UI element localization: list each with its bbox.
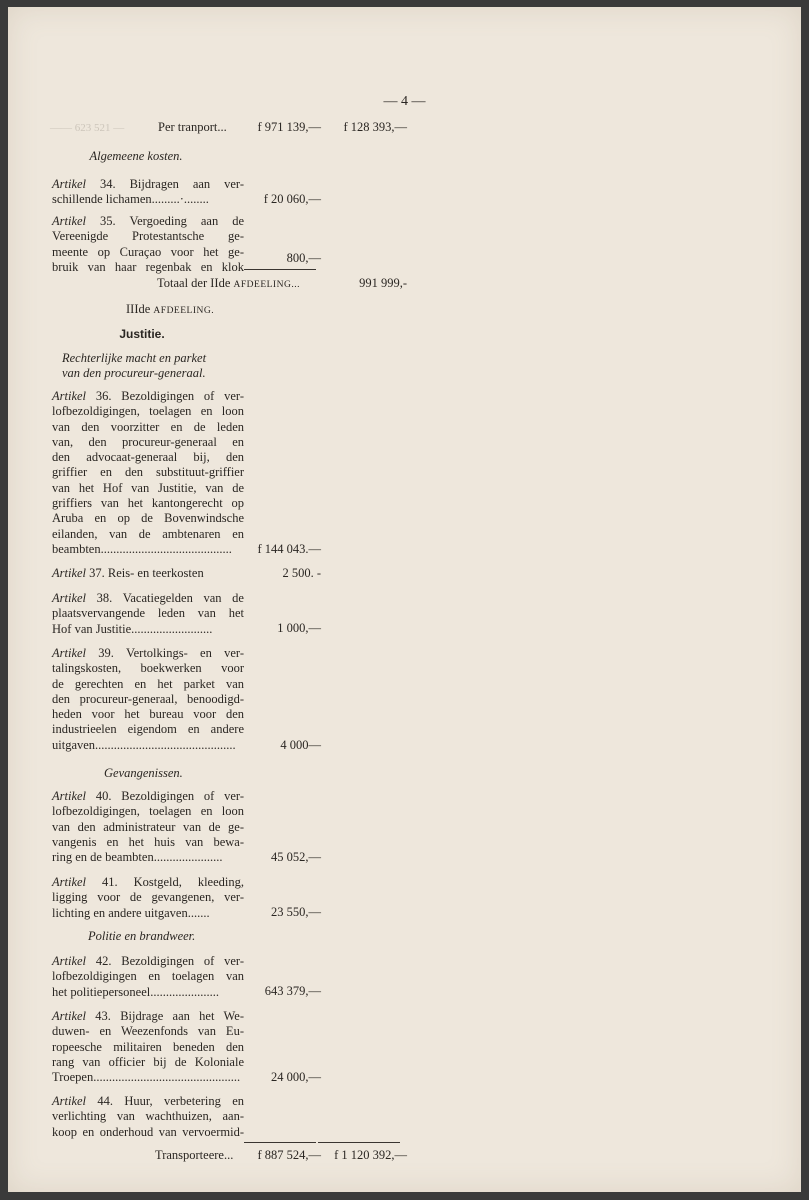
artikel-text: 42. Bezoldigingen of ver-	[95, 954, 245, 968]
totaal-label	[157, 276, 300, 293]
artikel-label: Artikel	[52, 214, 87, 228]
artikel-text: 43. Bijdrage aan het We-	[95, 1009, 244, 1023]
artikel-38-amount: 1 000,—	[277, 621, 321, 635]
transporteere-amount-2: f 1 120 392,—	[334, 1148, 407, 1162]
artikel-text: bruik van haar regenbak en klok	[52, 259, 244, 274]
artikel-text: 34. Bijdragen aan ver-	[99, 177, 245, 191]
artikel-text: uitgaven.............................................	[52, 737, 236, 752]
artikel-text: ligging voor de gevangenen, ver-	[52, 890, 244, 905]
artikel-text: 36. Bezoldigingen of ver-	[95, 389, 245, 403]
artikel-text: vangenis en het huis van bewa-	[52, 834, 244, 849]
artikel-text: koop en onderhoud van vervoermid-	[52, 1124, 244, 1139]
artikel-text: Troepen...............................................	[52, 1070, 241, 1085]
artikel-text: plaatsvervangende leden van het	[52, 606, 244, 621]
artikel-34-amount: f 20 060,—	[263, 192, 321, 206]
artikel-36-amount: f 144 043.—	[257, 542, 321, 556]
afdeeling-3-text: IIIde	[126, 302, 151, 316]
transport-rule-2	[318, 1142, 400, 1143]
artikel-39-amount: 4 000—	[280, 738, 321, 752]
artikel-text: ring en de beambten......................	[52, 850, 223, 865]
transport-amount-1: f 971 139,—	[257, 120, 321, 134]
subheading-rechterlijke-macht	[62, 351, 252, 382]
artikel-40-amount: 45 052,—	[271, 850, 321, 864]
artikel-text: rang van officier bij de Koloniale	[52, 1054, 244, 1069]
artikel-text: ropeesche militairen beneden den	[52, 1039, 244, 1054]
section-heading-politie: Politie en brandweer.	[88, 929, 196, 943]
artikel-42-amount: 643 379,—	[264, 984, 321, 998]
artikel-text: van den administrateur van de ge-	[52, 819, 244, 834]
artikel-label: Artikel	[52, 566, 87, 580]
transport-amount-2: f 128 393,—	[343, 120, 407, 134]
artikel-37-amount: 2 500. -	[282, 566, 321, 580]
artikel-text: van het Hof van Justitie, van de	[52, 480, 244, 495]
totaal-afdeeling: AFDEELING...	[233, 280, 300, 290]
artikel-label: Artikel	[52, 954, 87, 968]
artikel-text: 38. Vacatiegelden van de	[96, 591, 244, 605]
artikel-text: verlichting van wachthuizen, aan-	[52, 1109, 244, 1124]
artikel-text: lofbezoldigingen, toelagen en loon	[52, 404, 244, 419]
artikel-label: Artikel	[52, 646, 87, 660]
artikel-text: Aruba en op de Bovenwindsche	[52, 511, 244, 526]
bleed-through-mark: —— 623 521 —	[50, 122, 125, 134]
afdeeling-3-sc: AFDEELING.	[153, 306, 215, 316]
artikel-35-amount: 800,—	[286, 251, 321, 265]
artikel-text: den procureur-generaal, benoodigd-	[52, 691, 244, 706]
artikel-text: van den voorzitter en de leden	[52, 419, 244, 434]
totaal-amount: 991 999,-	[359, 276, 407, 290]
transporteere-label: Transporteere...	[155, 1148, 234, 1162]
artikel-text: lichting en andere uitgaven.......	[52, 905, 210, 920]
artikel-42	[52, 954, 244, 1000]
artikel-text: industrieelen eigendom en andere	[52, 722, 244, 737]
artikel-label: Artikel	[52, 1009, 87, 1023]
artikel-text: griffier en den substituut-griffier	[52, 465, 244, 480]
artikel-text: de gerechten en het parket van	[52, 676, 244, 691]
artikel-43	[52, 1009, 244, 1085]
artikel-text: schillende lichamen.........·........	[52, 192, 209, 207]
artikel-43-amount: 24 000,—	[271, 1070, 321, 1084]
artikel-text: 37. Reis- en teerkosten	[89, 566, 204, 580]
artikel-39	[52, 646, 244, 753]
afdeeling-3-heading	[126, 302, 214, 319]
subtotal-rule	[244, 269, 316, 270]
artikel-label: Artikel	[52, 1094, 87, 1108]
artikel-text: 40. Bezoldigingen of ver-	[95, 789, 245, 803]
artikel-text: 39. Vertolkings- en ver-	[98, 646, 244, 660]
artikel-label: Artikel	[52, 389, 87, 403]
artikel-text: het politiepersoneel......................	[52, 984, 219, 999]
artikel-38	[52, 591, 244, 637]
artikel-text: griffiers van het kantongerecht op	[52, 496, 244, 511]
artikel-text: eilanden, van de ambtenaren en	[52, 526, 244, 541]
artikel-37	[52, 566, 244, 581]
transporteere-amount-1: f 887 524,—	[257, 1148, 321, 1162]
artikel-text: lofbezoldigingen en toelagen van	[52, 969, 244, 984]
subheading-line: Rechterlijke macht en parket	[62, 351, 207, 365]
artikel-44	[52, 1094, 244, 1140]
artikel-36	[52, 389, 244, 557]
artikel-text: van, den procureur-generaal en	[52, 434, 244, 449]
section-heading-algemeene: Algemeene kosten.	[89, 149, 183, 163]
page-number: — 4 —	[383, 94, 426, 109]
artikel-41	[52, 875, 244, 921]
subheading-line: van den procureur-generaal.	[62, 366, 206, 381]
artikel-40	[52, 789, 244, 865]
artikel-text: 41. Kostgeld, kleeding,	[102, 875, 245, 889]
artikel-label: Artikel	[52, 591, 87, 605]
artikel-label: Artikel	[52, 177, 87, 191]
artikel-text: Vereenigde Protestantsche ge-	[52, 229, 244, 244]
artikel-35	[52, 214, 244, 275]
artikel-34	[52, 177, 244, 208]
artikel-text: 35. Vergoeding aan de	[100, 214, 244, 228]
artikel-41-amount: 23 550,—	[271, 905, 321, 919]
transport-rule-1	[244, 1142, 316, 1143]
artikel-text: meente op Curaçao voor het ge-	[52, 244, 244, 259]
artikel-text: talingskosten, boekwerken voor	[52, 661, 244, 676]
totaal-text: Totaal der IIde	[157, 276, 231, 290]
artikel-text: Hof van Justitie..........................	[52, 621, 213, 636]
artikel-label: Artikel	[52, 875, 87, 889]
transport-label: Per tranport...	[158, 120, 227, 134]
artikel-text: heden voor het bureau voor den	[52, 707, 244, 722]
artikel-text: 44. Huur, verbetering en	[97, 1094, 245, 1108]
artikel-text: beambten..........................................	[52, 541, 232, 556]
artikel-text: den advocaat-generaal bij, den	[52, 450, 244, 465]
artikel-text: lofbezoldigingen, toelagen en loon	[52, 804, 244, 819]
section-heading-gevangenissen: Gevangenissen.	[104, 766, 183, 780]
artikel-text: duwen- en Weezenfonds van Eu-	[52, 1024, 244, 1039]
section-heading-justitie: Justitie.	[119, 327, 165, 341]
artikel-label: Artikel	[52, 789, 87, 803]
